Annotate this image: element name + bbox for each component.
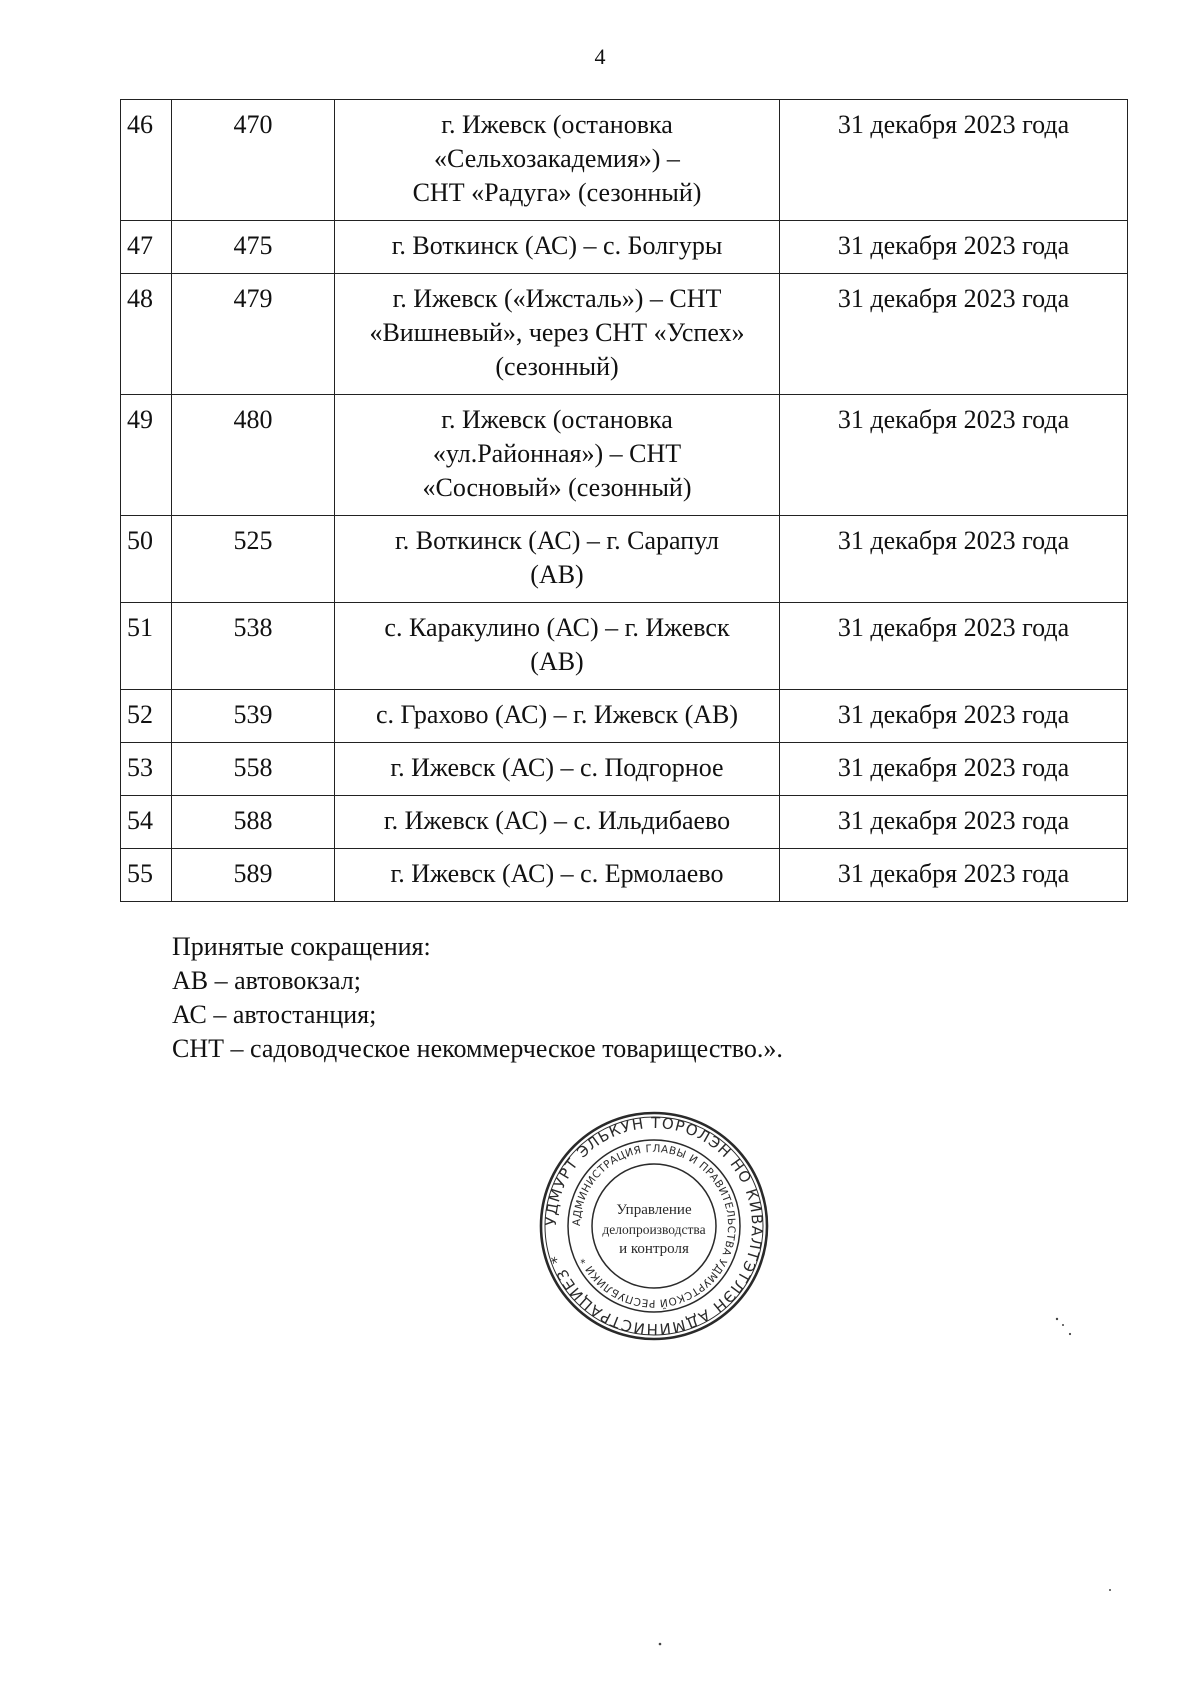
seal-center-line: и контроля [619, 1241, 689, 1257]
route-number-cell: 589 [172, 849, 335, 902]
seal-outer-text: УДМУРТ ЭЛЬКУН ТОРОЛЭН НО КИВАЛТЭТЛЭН АДМИНИСТРАЦИЕЗ * [541, 1113, 767, 1339]
route-description-cell [335, 274, 780, 395]
row-number-cell: 46 [121, 100, 172, 221]
route-description-line: г. Ижевск («Ижсталь») – СНТ [392, 284, 722, 313]
route-description-cell [335, 221, 780, 274]
route-description-line: (АВ) [530, 647, 584, 676]
abbreviations-heading: Принятые сокращения: [172, 932, 431, 961]
routes-table-body [121, 100, 1128, 902]
table-row [121, 274, 1128, 395]
row-number-cell: 50 [121, 516, 172, 603]
route-description-cell [335, 849, 780, 902]
route-description-line: г. Ижевск (остановка [441, 110, 673, 139]
table-row [121, 603, 1128, 690]
validity-date-cell: 31 декабря 2023 года [780, 743, 1128, 796]
page-number: 4 [594, 44, 606, 69]
abbreviation-item: АС – автостанция; [172, 1000, 377, 1029]
route-number-cell: 558 [172, 743, 335, 796]
route-number-cell: 539 [172, 690, 335, 743]
validity-date-cell: 31 декабря 2023 года [780, 274, 1128, 395]
route-description-cell [335, 516, 780, 603]
route-number-cell: 480 [172, 395, 335, 516]
route-description-line: с. Каракулино (АС) – г. Ижевск [384, 613, 730, 642]
route-description-line: с. Грахово (АС) – г. Ижевск (АВ) [375, 700, 739, 729]
validity-date-cell: 31 декабря 2023 года [780, 221, 1128, 274]
route-description-cell [335, 100, 780, 221]
route-description-line: «Сельхозакадемия») – [434, 144, 680, 173]
route-description-line: г. Ижевск (остановка [441, 405, 673, 434]
row-number-cell: 52 [121, 690, 172, 743]
table-row [121, 395, 1128, 516]
seal-middle-text: АДМИНИСТРАЦИЯ ГЛАВЫ И ПРАВИТЕЛЬСТВА УДМУРТСКОЙ РЕСПУБЛИКИ * [570, 1142, 738, 1310]
route-description-line: г. Воткинск (АС) – с. Болгуры [391, 231, 723, 260]
route-description-line: г. Ижевск (АС) – с. Подгорное [390, 753, 724, 782]
route-description-cell [335, 743, 780, 796]
abbreviation-item: АВ – автовокзал; [172, 966, 361, 995]
table-row [121, 849, 1128, 902]
validity-date-cell: 31 декабря 2023 года [780, 849, 1128, 902]
table-row [121, 690, 1128, 743]
table-row [121, 221, 1128, 274]
row-number-cell: 53 [121, 743, 172, 796]
validity-date-cell: 31 декабря 2023 года [780, 395, 1128, 516]
route-description-line: СНТ «Радуга» (сезонный) [412, 178, 702, 207]
route-description-cell [335, 603, 780, 690]
table-row [121, 796, 1128, 849]
route-description-cell [335, 690, 780, 743]
route-description-line: «Вишневый», через СНТ «Успех» [369, 318, 745, 347]
row-number-cell: 49 [121, 395, 172, 516]
row-number-cell: 54 [121, 796, 172, 849]
table-row [121, 516, 1128, 603]
abbreviations-block [172, 930, 783, 1066]
seal-center-line: делопроизводства [602, 1222, 706, 1237]
validity-date-cell: 31 декабря 2023 года [780, 100, 1128, 221]
route-description-cell [335, 395, 780, 516]
abbreviation-item: СНТ – садоводческое некоммерческое товарищество.». [172, 1034, 783, 1063]
validity-date-cell: 31 декабря 2023 года [780, 603, 1128, 690]
validity-date-cell: 31 декабря 2023 года [780, 516, 1128, 603]
route-number-cell: 538 [172, 603, 335, 690]
routes-table [120, 99, 1128, 902]
route-number-cell: 470 [172, 100, 335, 221]
table-row [121, 743, 1128, 796]
route-number-cell: 588 [172, 796, 335, 849]
route-number-cell: 479 [172, 274, 335, 395]
row-number-cell: 51 [121, 603, 172, 690]
route-description-line: г. Ижевск (АС) – с. Ермолаево [390, 859, 724, 888]
official-seal-stamp [538, 1110, 770, 1342]
row-number-cell: 47 [121, 221, 172, 274]
route-description-line: г. Воткинск (АС) – г. Сарапул [395, 526, 719, 555]
row-number-cell: 48 [121, 274, 172, 395]
row-number-cell: 55 [121, 849, 172, 902]
route-description-line: (АВ) [530, 560, 584, 589]
route-number-cell: 525 [172, 516, 335, 603]
route-description-line: «ул.Районная») – СНТ [432, 439, 682, 468]
seal-center-line: Управление [616, 1202, 692, 1218]
validity-date-cell: 31 декабря 2023 года [780, 690, 1128, 743]
table-row [121, 100, 1128, 221]
route-description-line: г. Ижевск (АС) – с. Ильдибаево [383, 806, 731, 835]
route-description-cell [335, 796, 780, 849]
validity-date-cell: 31 декабря 2023 года [780, 796, 1128, 849]
route-description-line: (сезонный) [495, 352, 619, 381]
route-number-cell: 475 [172, 221, 335, 274]
route-description-line: «Сосновый» (сезонный) [422, 473, 692, 502]
